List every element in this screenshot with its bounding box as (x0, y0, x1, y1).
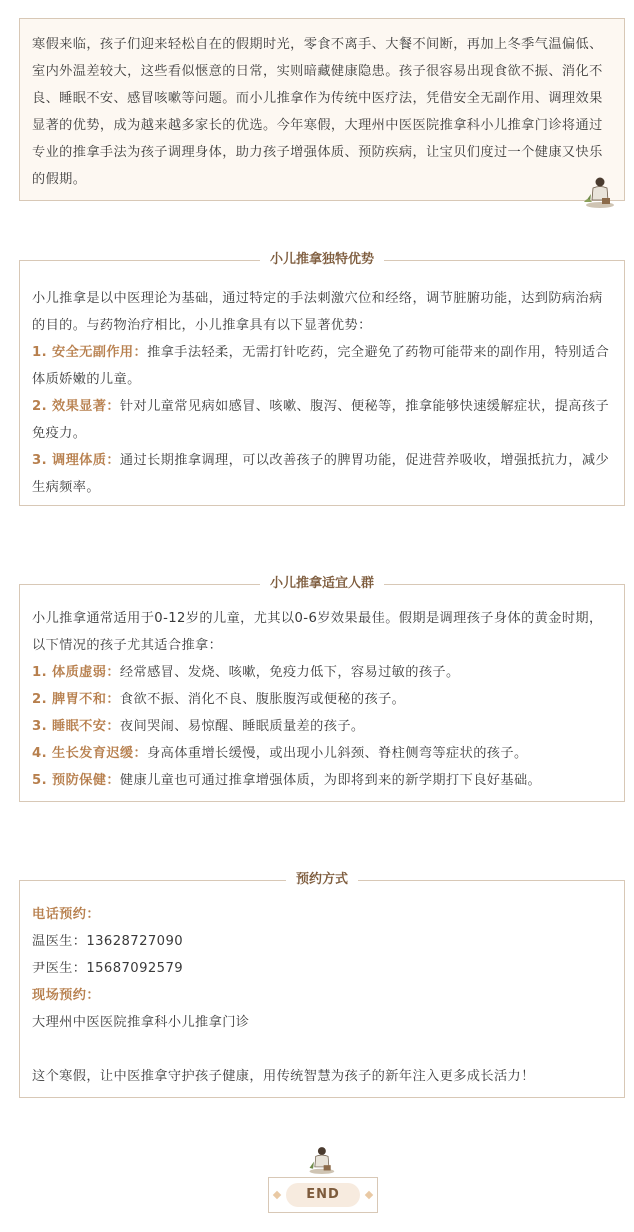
onsite-place: 大理州中医医院推拿科小儿推拿门诊 (32, 1015, 250, 1030)
list-item (32, 447, 612, 501)
end-label: END (286, 1183, 360, 1207)
item-label: 4. 生长发育迟缓： (32, 746, 148, 761)
list-item (32, 393, 612, 447)
advantages-lead: 小儿推拿是以中医理论为基础，通过特定的手法刺激穴位和经络，调节脏腑功能，达到防病治病的目的。与药物治疗相比，小儿推拿具有以下显著优势： (32, 291, 603, 333)
advantages-section (19, 252, 625, 506)
list-item (32, 659, 612, 686)
item-text: 推拿手法轻柔，无需打针吃药，完全避免了药物可能带来的副作用，特别适合体质娇嫩的儿童。 (32, 345, 610, 387)
elder-figure-icon (578, 174, 616, 208)
doctor-phone: 尹医生：15687092579 (32, 961, 184, 976)
diamond-icon (273, 1191, 281, 1199)
item-label: 1. 安全无副作用： (32, 345, 148, 360)
booking-title: 预约方式 (286, 872, 358, 887)
closing-text: 这个寒假，让中医推拿守护孩子健康，用传统智慧为孩子的新年注入更多成长活力！ (32, 1069, 535, 1084)
item-text: 夜间哭闹、易惊醒、睡眠质量差的孩子。 (119, 719, 365, 734)
onsite-booking-label: 现场预约： (32, 988, 100, 1003)
item-text: 身高体重增长缓慢，或出现小儿斜颈、脊柱侧弯等症状的孩子。 (147, 746, 528, 761)
intro-box (19, 18, 625, 201)
list-item (32, 339, 612, 393)
diamond-icon (365, 1191, 373, 1199)
advantages-title: 小儿推拿独特优势 (260, 252, 384, 267)
intro-text: 寒假来临，孩子们迎来轻松自在的假期时光，零食不离手、大餐不间断，再加上冬季气温偏低、室内外温差较大，这些看似惬意的日常，实则暗藏健康隐患。孩子很容易出现食欲不振、消化不良、睡眠不安、感冒咳嗽等问题。而小儿推拿作为传统中医疗法，凭借安全无副作用、调理效果显著的优势，成为越来越多家长的优选。今年寒假，大理州中医医院推拿科小儿推拿门诊将通过专业的推拿手法为孩子调理身体，助力孩子增强体质、预防疾病，让宝贝们度过一个健康又快乐的假期。 (32, 37, 603, 187)
list-item (32, 713, 612, 740)
item-text: 经常感冒、发烧、咳嗽，免疫力低下，容易过敏的孩子。 (119, 665, 460, 680)
item-text: 健康儿童也可通过推拿增强体质，为即将到来的新学期打下良好基础。 (119, 773, 542, 788)
item-label: 1. 体质虚弱： (32, 665, 120, 680)
doctor-phone: 温医生：13628727090 (32, 934, 184, 949)
item-label: 2. 效果显著： (32, 399, 120, 414)
item-text: 通过长期推拿调理，可以改善孩子的脾胃功能，促进营养吸收，增强抵抗力，减少生病频率。 (32, 453, 610, 495)
suitable-section (19, 576, 625, 802)
phone-booking-label: 电话预约： (32, 907, 100, 922)
end-marker (268, 1177, 378, 1213)
item-label: 5. 预防保健： (32, 773, 120, 788)
item-label: 3. 调理体质： (32, 453, 120, 468)
suitable-title: 小儿推拿适宜人群 (260, 576, 384, 591)
item-text: 食欲不振、消化不良、腹胀腹泻或便秘的孩子。 (119, 692, 406, 707)
list-item (32, 686, 612, 713)
elder-figure-icon (304, 1144, 338, 1174)
list-item (32, 767, 612, 794)
list-item (32, 740, 612, 767)
booking-section (19, 872, 625, 1098)
item-label: 2. 脾胃不和： (32, 692, 120, 707)
item-label: 3. 睡眠不安： (32, 719, 120, 734)
item-text: 针对儿童常见病如感冒、咳嗽、腹泻、便秘等，推拿能够快速缓解症状，提高孩子免疫力。 (32, 399, 610, 441)
suitable-lead: 小儿推拿通常适用于0-12岁的儿童，尤其以0-6岁效果最佳。假期是调理孩子身体的黄金时期，以下情况的孩子尤其适合推拿： (32, 611, 603, 653)
